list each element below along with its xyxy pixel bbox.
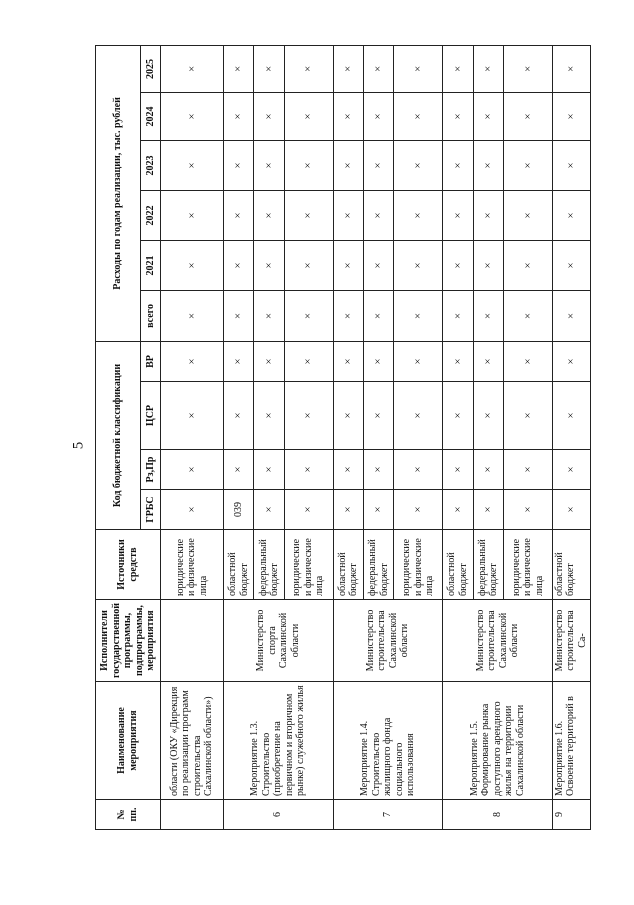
x-mark: × — [443, 341, 473, 381]
cell-executor: Министерство строительства Сахалинской области — [333, 600, 443, 682]
x-mark: × — [364, 140, 394, 190]
x-mark: × — [473, 341, 503, 381]
x-mark: × — [284, 290, 333, 341]
x-mark: × — [160, 490, 223, 530]
x-mark: × — [284, 490, 333, 530]
table-row-7a — [333, 45, 363, 829]
cell-executor: Министерство спорта Сахалинской области — [223, 600, 333, 682]
header-expenses-group: Расходы по годам реализации, тыс. рублей — [96, 45, 141, 341]
x-mark: × — [254, 140, 284, 190]
x-mark: × — [552, 140, 590, 190]
header-2025: 2025 — [140, 45, 160, 92]
x-mark: × — [364, 382, 394, 450]
x-mark: × — [552, 45, 590, 92]
header-num: № пп. — [96, 800, 161, 830]
cell-source: юридические и физические лица — [504, 530, 553, 600]
header-grbs: ГРБС — [140, 490, 160, 530]
cell-name: Мероприятие 1.4. Строительство жилищного фонда социального использования — [333, 682, 443, 800]
x-mark: × — [364, 341, 394, 381]
x-mark: × — [504, 140, 553, 190]
header-source: Источники средств — [96, 530, 161, 600]
x-mark: × — [223, 382, 253, 450]
header-total: всего — [140, 290, 160, 341]
x-mark: × — [504, 382, 553, 450]
header-row-1 — [96, 45, 141, 829]
x-mark: × — [394, 490, 443, 530]
x-mark: × — [552, 382, 590, 450]
x-mark: × — [333, 341, 363, 381]
x-mark: × — [223, 450, 253, 490]
x-mark: × — [160, 382, 223, 450]
header-rzpr: Рз,Пр — [140, 450, 160, 490]
x-mark: × — [364, 92, 394, 140]
x-mark: × — [552, 490, 590, 530]
x-mark: × — [333, 140, 363, 190]
x-mark: × — [504, 450, 553, 490]
x-mark: × — [473, 92, 503, 140]
x-mark: × — [552, 240, 590, 290]
x-mark: × — [333, 190, 363, 240]
x-mark: × — [473, 290, 503, 341]
x-mark: × — [394, 382, 443, 450]
x-mark: × — [284, 140, 333, 190]
header-code-group: Код бюджетной классификации — [96, 341, 141, 529]
rotated-table-wrapper — [95, 46, 591, 830]
x-mark: × — [504, 92, 553, 140]
x-mark: × — [223, 190, 253, 240]
x-mark: × — [443, 140, 473, 190]
cell-grbs: 039 — [223, 490, 253, 530]
x-mark: × — [394, 92, 443, 140]
x-mark: × — [394, 190, 443, 240]
table-row-continuation — [160, 45, 223, 829]
cell-executor: Министерство строительства Сахалинской области — [443, 600, 553, 682]
x-mark: × — [443, 190, 473, 240]
x-mark: × — [364, 190, 394, 240]
x-mark: × — [333, 290, 363, 341]
x-mark: × — [254, 92, 284, 140]
x-mark: × — [504, 341, 553, 381]
x-mark: × — [504, 240, 553, 290]
x-mark: × — [160, 240, 223, 290]
cell-name: Мероприятие 1.3. Строительство (приобретение на первичном и вторичном рынке) служебного жилья — [223, 682, 333, 800]
x-mark: × — [443, 290, 473, 341]
cell-name: области (ОКУ «Дирекция по реализации программ строительства Сахалинской области») — [160, 682, 223, 800]
x-mark: × — [284, 190, 333, 240]
x-mark: × — [473, 140, 503, 190]
x-mark: × — [160, 290, 223, 341]
x-mark: × — [552, 341, 590, 381]
cell-executor — [160, 600, 223, 682]
header-2021: 2021 — [140, 240, 160, 290]
header-csr: ЦСР — [140, 382, 160, 450]
cell-num: 8 — [443, 800, 553, 830]
x-mark: × — [394, 341, 443, 381]
x-mark: × — [160, 45, 223, 92]
x-mark: × — [443, 490, 473, 530]
x-mark: × — [394, 290, 443, 341]
x-mark: × — [284, 450, 333, 490]
x-mark: × — [394, 450, 443, 490]
x-mark: × — [552, 92, 590, 140]
x-mark: × — [443, 450, 473, 490]
x-mark: × — [284, 45, 333, 92]
x-mark: × — [160, 92, 223, 140]
x-mark: × — [364, 45, 394, 92]
table-row-6a — [223, 45, 253, 829]
x-mark: × — [504, 190, 553, 240]
x-mark: × — [254, 240, 284, 290]
x-mark: × — [473, 190, 503, 240]
x-mark: × — [473, 490, 503, 530]
x-mark: × — [284, 92, 333, 140]
x-mark: × — [443, 240, 473, 290]
x-mark: × — [333, 382, 363, 450]
x-mark: × — [223, 92, 253, 140]
x-mark: × — [254, 450, 284, 490]
page-number: 5 — [70, 441, 87, 450]
cell-num — [160, 800, 223, 830]
x-mark: × — [364, 490, 394, 530]
cell-source: областной бюджет — [333, 530, 363, 600]
table-row-9 — [552, 45, 590, 829]
cell-source: федеральный бюджет — [473, 530, 503, 600]
x-mark: × — [552, 450, 590, 490]
cell-num: 6 — [223, 800, 333, 830]
x-mark: × — [223, 240, 253, 290]
x-mark: × — [160, 341, 223, 381]
cell-source: юридические и физические лица — [160, 530, 223, 600]
x-mark: × — [254, 490, 284, 530]
x-mark: × — [284, 341, 333, 381]
x-mark: × — [254, 290, 284, 341]
x-mark: × — [394, 140, 443, 190]
x-mark: × — [223, 290, 253, 341]
x-mark: × — [254, 341, 284, 381]
x-mark: × — [394, 45, 443, 92]
x-mark: × — [504, 45, 553, 92]
x-mark: × — [364, 290, 394, 341]
x-mark: × — [443, 382, 473, 450]
cell-executor: Министерство строительства Са- — [552, 600, 590, 682]
x-mark: × — [552, 190, 590, 240]
header-vr: ВР — [140, 341, 160, 381]
x-mark: × — [473, 382, 503, 450]
x-mark: × — [223, 45, 253, 92]
expenses-table — [95, 45, 591, 830]
x-mark: × — [473, 240, 503, 290]
cell-source: федеральный бюджет — [254, 530, 284, 600]
x-mark: × — [254, 190, 284, 240]
cell-name: Мероприятие 1.5. Формирование рынка доступного арендного жилья на территории Сахалинской области — [443, 682, 553, 800]
x-mark: × — [504, 490, 553, 530]
header-2022: 2022 — [140, 190, 160, 240]
x-mark: × — [284, 240, 333, 290]
cell-source: областной бюджет — [443, 530, 473, 600]
header-executor: Исполнители государственной программы, подпрограммы, мероприятия — [96, 600, 161, 682]
x-mark: × — [443, 45, 473, 92]
cell-num: 7 — [333, 800, 443, 830]
x-mark: × — [473, 450, 503, 490]
x-mark: × — [254, 45, 284, 92]
cell-num: 9 — [552, 800, 590, 830]
cell-source: юридические и физические лица — [394, 530, 443, 600]
cell-source: федеральный бюджет — [364, 530, 394, 600]
header-2023: 2023 — [140, 140, 160, 190]
x-mark: × — [394, 240, 443, 290]
header-2024: 2024 — [140, 92, 160, 140]
x-mark: × — [254, 382, 284, 450]
x-mark: × — [160, 450, 223, 490]
x-mark: × — [333, 240, 363, 290]
x-mark: × — [333, 45, 363, 92]
x-mark: × — [223, 341, 253, 381]
x-mark: × — [443, 92, 473, 140]
x-mark: × — [333, 92, 363, 140]
header-name: Наименование мероприятия — [96, 682, 161, 800]
cell-name: Мероприятие 1.6. Освоение территорий в — [552, 682, 590, 800]
cell-source: областной бюджет — [552, 530, 590, 600]
cell-source: областной бюджет — [223, 530, 253, 600]
x-mark: × — [333, 490, 363, 530]
cell-source: юридические и физические лица — [284, 530, 333, 600]
x-mark: × — [284, 382, 333, 450]
x-mark: × — [552, 290, 590, 341]
x-mark: × — [364, 450, 394, 490]
table-row-8a — [443, 45, 473, 829]
x-mark: × — [160, 190, 223, 240]
x-mark: × — [223, 140, 253, 190]
x-mark: × — [504, 290, 553, 341]
x-mark: × — [160, 140, 223, 190]
x-mark: × — [364, 240, 394, 290]
x-mark: × — [333, 450, 363, 490]
x-mark: × — [473, 45, 503, 92]
